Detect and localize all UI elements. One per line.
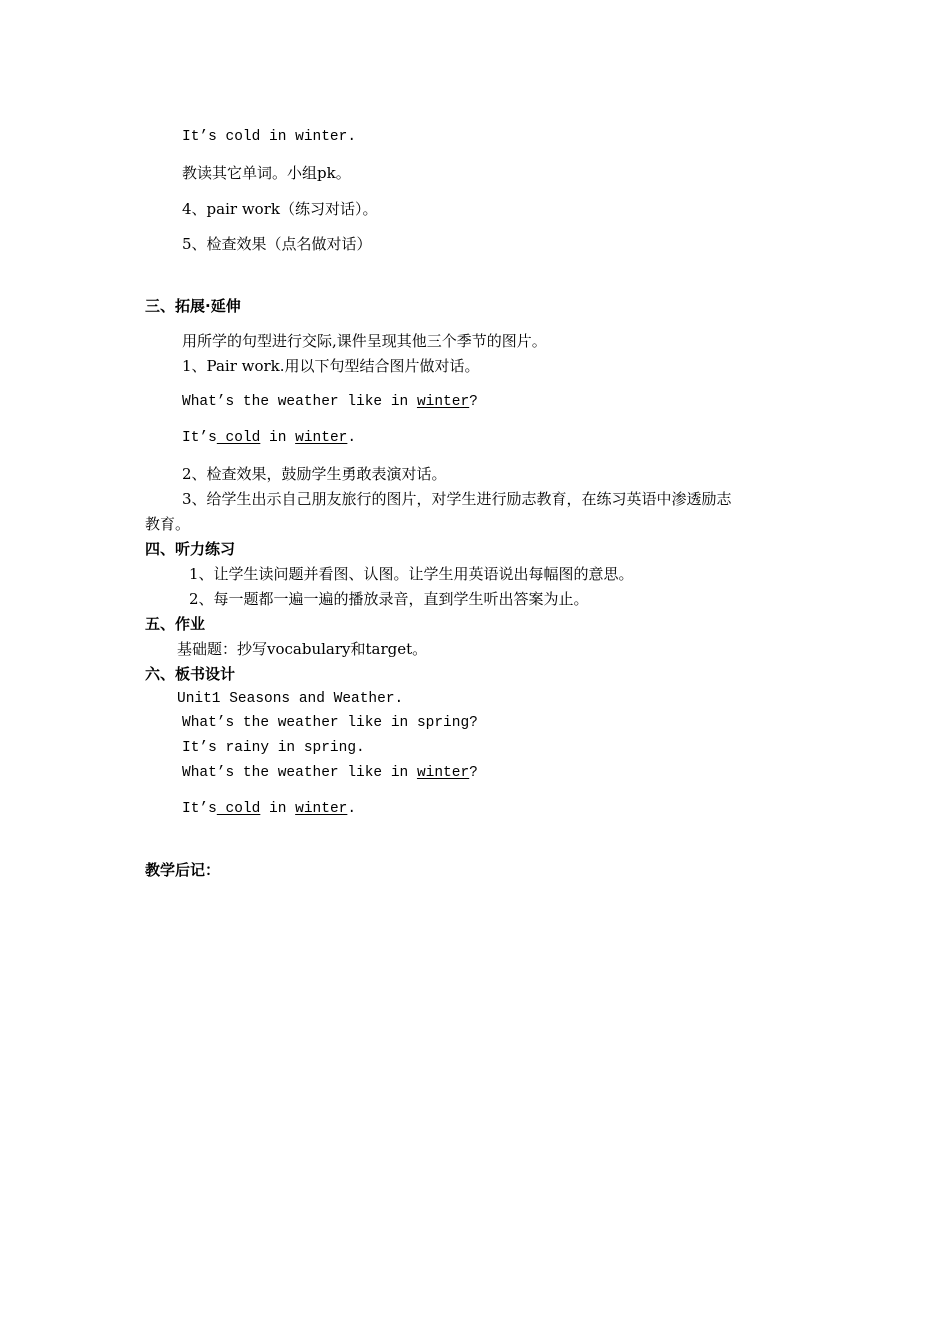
season-blank: winter [416,765,470,781]
example-sentence: It’s cold in winter. [182,129,357,145]
season-blank: winter [416,394,470,410]
section-3-intro: 用所学的句型进行交际,课件呈现其他三个季节的图片。 [182,332,547,350]
postscript-heading: 教学后记： [145,861,221,879]
section-3-item-3: 3、给学生出示自己朋友旅行的图片，对学生进行励志教育，在练习英语中渗透励志 [182,490,732,508]
weather-blank: cold [216,801,261,817]
section-4-item-1: 1、让学生读问题并看图、认图。让学生用英语说出每幅图的意思。 [189,565,634,583]
board-question-2: What’s the weather like in winter? [182,765,478,781]
section-6-heading: 六、板书设计 [145,665,236,683]
pattern-answer: It’s cold in winter. [182,430,357,446]
step-4-line: 4、pair work（练习对话）。 [182,200,378,218]
section-3-item-2: 2、检查效果，鼓励学生勇敢表演对话。 [182,465,447,483]
section-5-heading: 五、作业 [145,615,206,633]
board-answer-2: It’s cold in winter. [182,801,357,817]
section-4-heading: 四、听力练习 [145,540,236,558]
weather-blank: cold [216,430,261,446]
section-4-item-2: 2、每一题都一遍一遍的播放录音，直到学生听出答案为止。 [189,590,589,608]
board-question-1: What’s the weather like in spring? [182,715,478,731]
pattern-question: What’s the weather like in winter? [182,394,478,410]
season-blank: winter [295,801,348,817]
section-3-heading: 三、拓展·延伸 [145,297,241,315]
step-5-line: 5、检查效果（点名做对话） [182,235,372,253]
read-words-line: 教读其它单词。小组pk。 [182,164,351,182]
section-3-item-3-cont: 教育。 [145,515,191,533]
board-answer-1: It’s rainy in spring. [182,740,365,756]
homework-basic: 基础题：抄写vocabulary和target。 [177,640,428,658]
section-3-item-1: 1、Pair work.用以下句型结合图片做对话。 [182,357,480,375]
board-title: Unit1 Seasons and Weather. [177,691,404,707]
season-blank: winter [295,430,348,446]
